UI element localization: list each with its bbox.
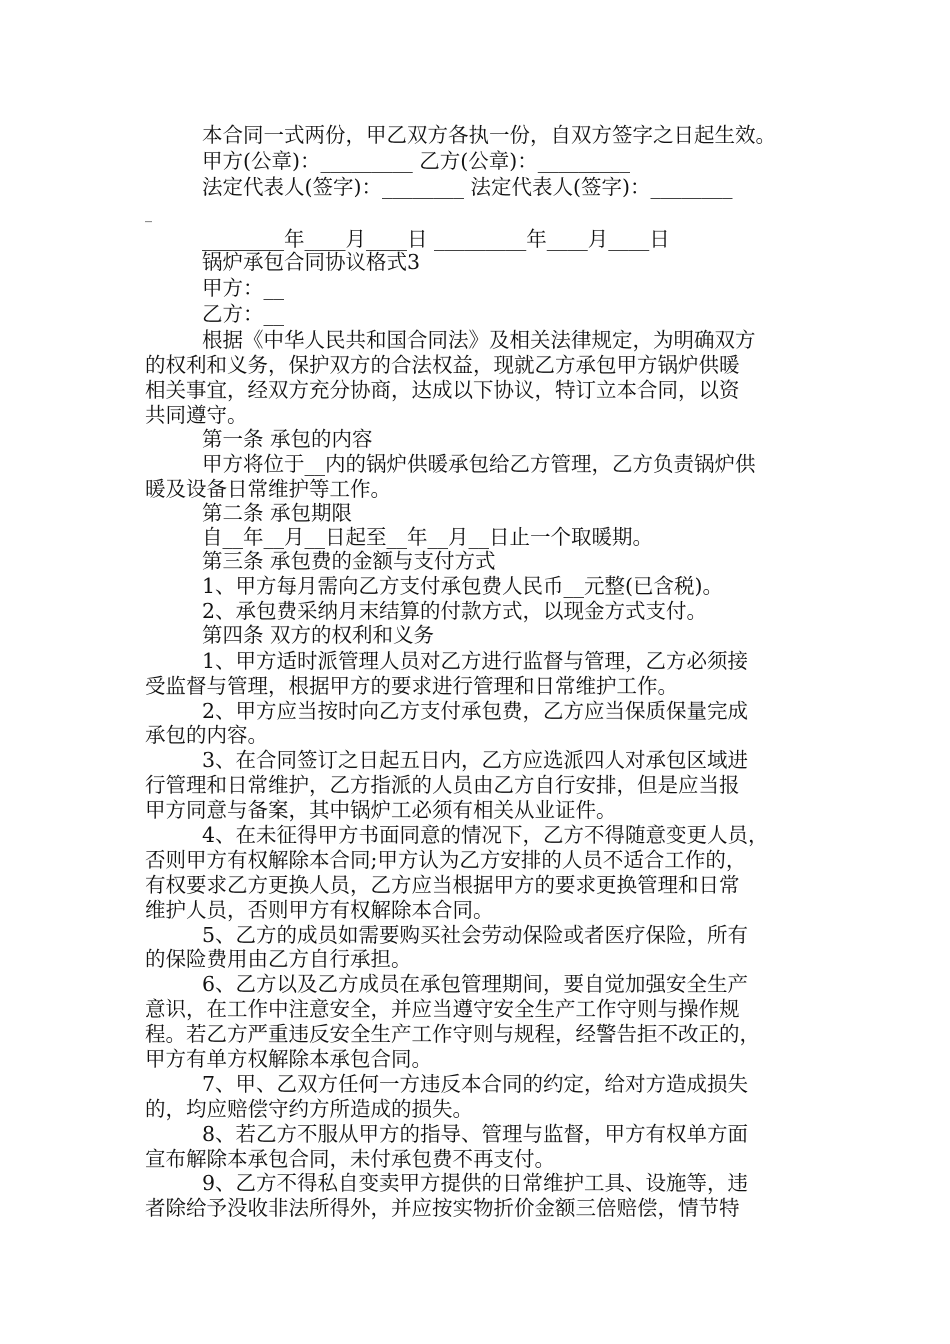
paragraph-line: 的，均应赔偿守约方所造成的损失。 xyxy=(145,1097,473,1121)
paragraph-line: 相关事宜，经双方充分协商，达成以下协议，特订立本合同，以资 xyxy=(145,378,740,402)
paragraph-line: 者除给予没收非法所得外，并应按实物折价金额三倍赔偿，情节特 xyxy=(145,1196,740,1220)
paragraph-line: 受监督与管理，根据甲方的要求进行管理和日常维护工作。 xyxy=(145,674,678,698)
article-heading: 第二条 承包期限 xyxy=(202,501,353,525)
paragraph-line: 6、乙方以及乙方成员在承包管理期间，要自觉加强安全生产 xyxy=(202,972,749,996)
paragraph-line: 暖及设备日常维护等工作。 xyxy=(145,477,391,501)
paragraph-line: 1、甲方每月需向乙方支付承包费人民币__元整(已含税)。 xyxy=(202,574,724,598)
line-continuation: _ xyxy=(145,207,152,223)
article-heading: 第四条 双方的权利和义务 xyxy=(202,623,435,647)
representative-signature-line: 法定代表人(签字)：________ 法定代表人(签字)：________ xyxy=(202,175,733,199)
paragraph-line: 5、乙方的成员如需要购买社会劳动保险或者医疗保险，所有 xyxy=(202,923,749,947)
paragraph-line: 4、在未征得甲方书面同意的情况下，乙方不得随意变更人员， xyxy=(202,823,769,847)
paragraph-line: 共同遵守。 xyxy=(145,403,248,427)
paragraph-line: 2、承包费采纳月末结算的付款方式，以现金方式支付。 xyxy=(202,599,708,623)
paragraph-line: 宣布解除本承包合同，未付承包费不再支付。 xyxy=(145,1147,555,1171)
paragraph-line: 否则甲方有权解除本合同;甲方认为乙方安排的人员不适合工作的， xyxy=(145,848,747,872)
article-heading: 第三条 承包费的金额与支付方式 xyxy=(202,549,496,573)
paragraph-line: 甲方有单方权解除本承包合同。 xyxy=(145,1047,432,1071)
date-line: ________年____月____日 _________年____月____日 xyxy=(202,227,670,251)
seal-line: 甲方(公章)：_________ 乙方(公章)：_________ xyxy=(202,149,631,173)
paragraph-line: 根据《中华人民共和国合同法》及相关法律规定，为明确双方 xyxy=(202,328,756,352)
paragraph-line: 甲方同意与备案，其中锅炉工必须有相关从业证件。 xyxy=(145,798,617,822)
paragraph-line: 承包的内容。 xyxy=(145,723,268,747)
paragraph-line: 自__年__月__日起至__年__月__日止一个取暖期。 xyxy=(202,525,653,549)
paragraph-line: 的保险费用由乙方自行承担。 xyxy=(145,947,412,971)
paragraph-line: 9、乙方不得私自变卖甲方提供的日常维护工具、设施等，违 xyxy=(202,1171,749,1195)
paragraph-line: 甲方将位于__内的锅炉供暖承包给乙方管理，乙方负责锅炉供 xyxy=(202,452,756,476)
section-title: 锅炉承包合同协议格式3 xyxy=(202,250,421,274)
paragraph-line: 维护人员，否则甲方有权解除本合同。 xyxy=(145,898,494,922)
party-b-line: 乙方：__ xyxy=(202,302,284,326)
paragraph-line: 的权利和义务，保护双方的合法权益，现就乙方承包甲方锅炉供暖 xyxy=(145,353,740,377)
paragraph-line: 程。若乙方严重违反安全生产工作守则与规程，经警告拒不改正的， xyxy=(145,1022,760,1046)
article-heading: 第一条 承包的内容 xyxy=(202,427,373,451)
paragraph-line: 行管理和日常维护，乙方指派的人员由乙方自行安排，但是应当报 xyxy=(145,773,740,797)
paragraph-line: 1、甲方适时派管理人员对乙方进行监督与管理，乙方必须接 xyxy=(202,649,749,673)
paragraph-line: 有权要求乙方更换人员，乙方应当根据甲方的要求更换管理和日常 xyxy=(145,873,740,897)
paragraph-line: 8、若乙方不服从甲方的指导、管理与监督，甲方有权单方面 xyxy=(202,1122,749,1146)
paragraph-line: 意识，在工作中注意安全，并应当遵守安全生产工作守则与操作规 xyxy=(145,997,740,1021)
paragraph-line: 7、甲、乙双方任何一方违反本合同的约定，给对方造成损失 xyxy=(202,1072,749,1096)
paragraph-line: 2、甲方应当按时向乙方支付承包费，乙方应当保质保量完成 xyxy=(202,699,749,723)
party-a-line: 甲方：__ xyxy=(202,276,284,300)
paragraph-line: 3、在合同签订之日起五日内，乙方应选派四人对承包区域进 xyxy=(202,748,749,772)
closing-clause: 本合同一式两份，甲乙双方各执一份，自双方签字之日起生效。 xyxy=(202,123,776,147)
